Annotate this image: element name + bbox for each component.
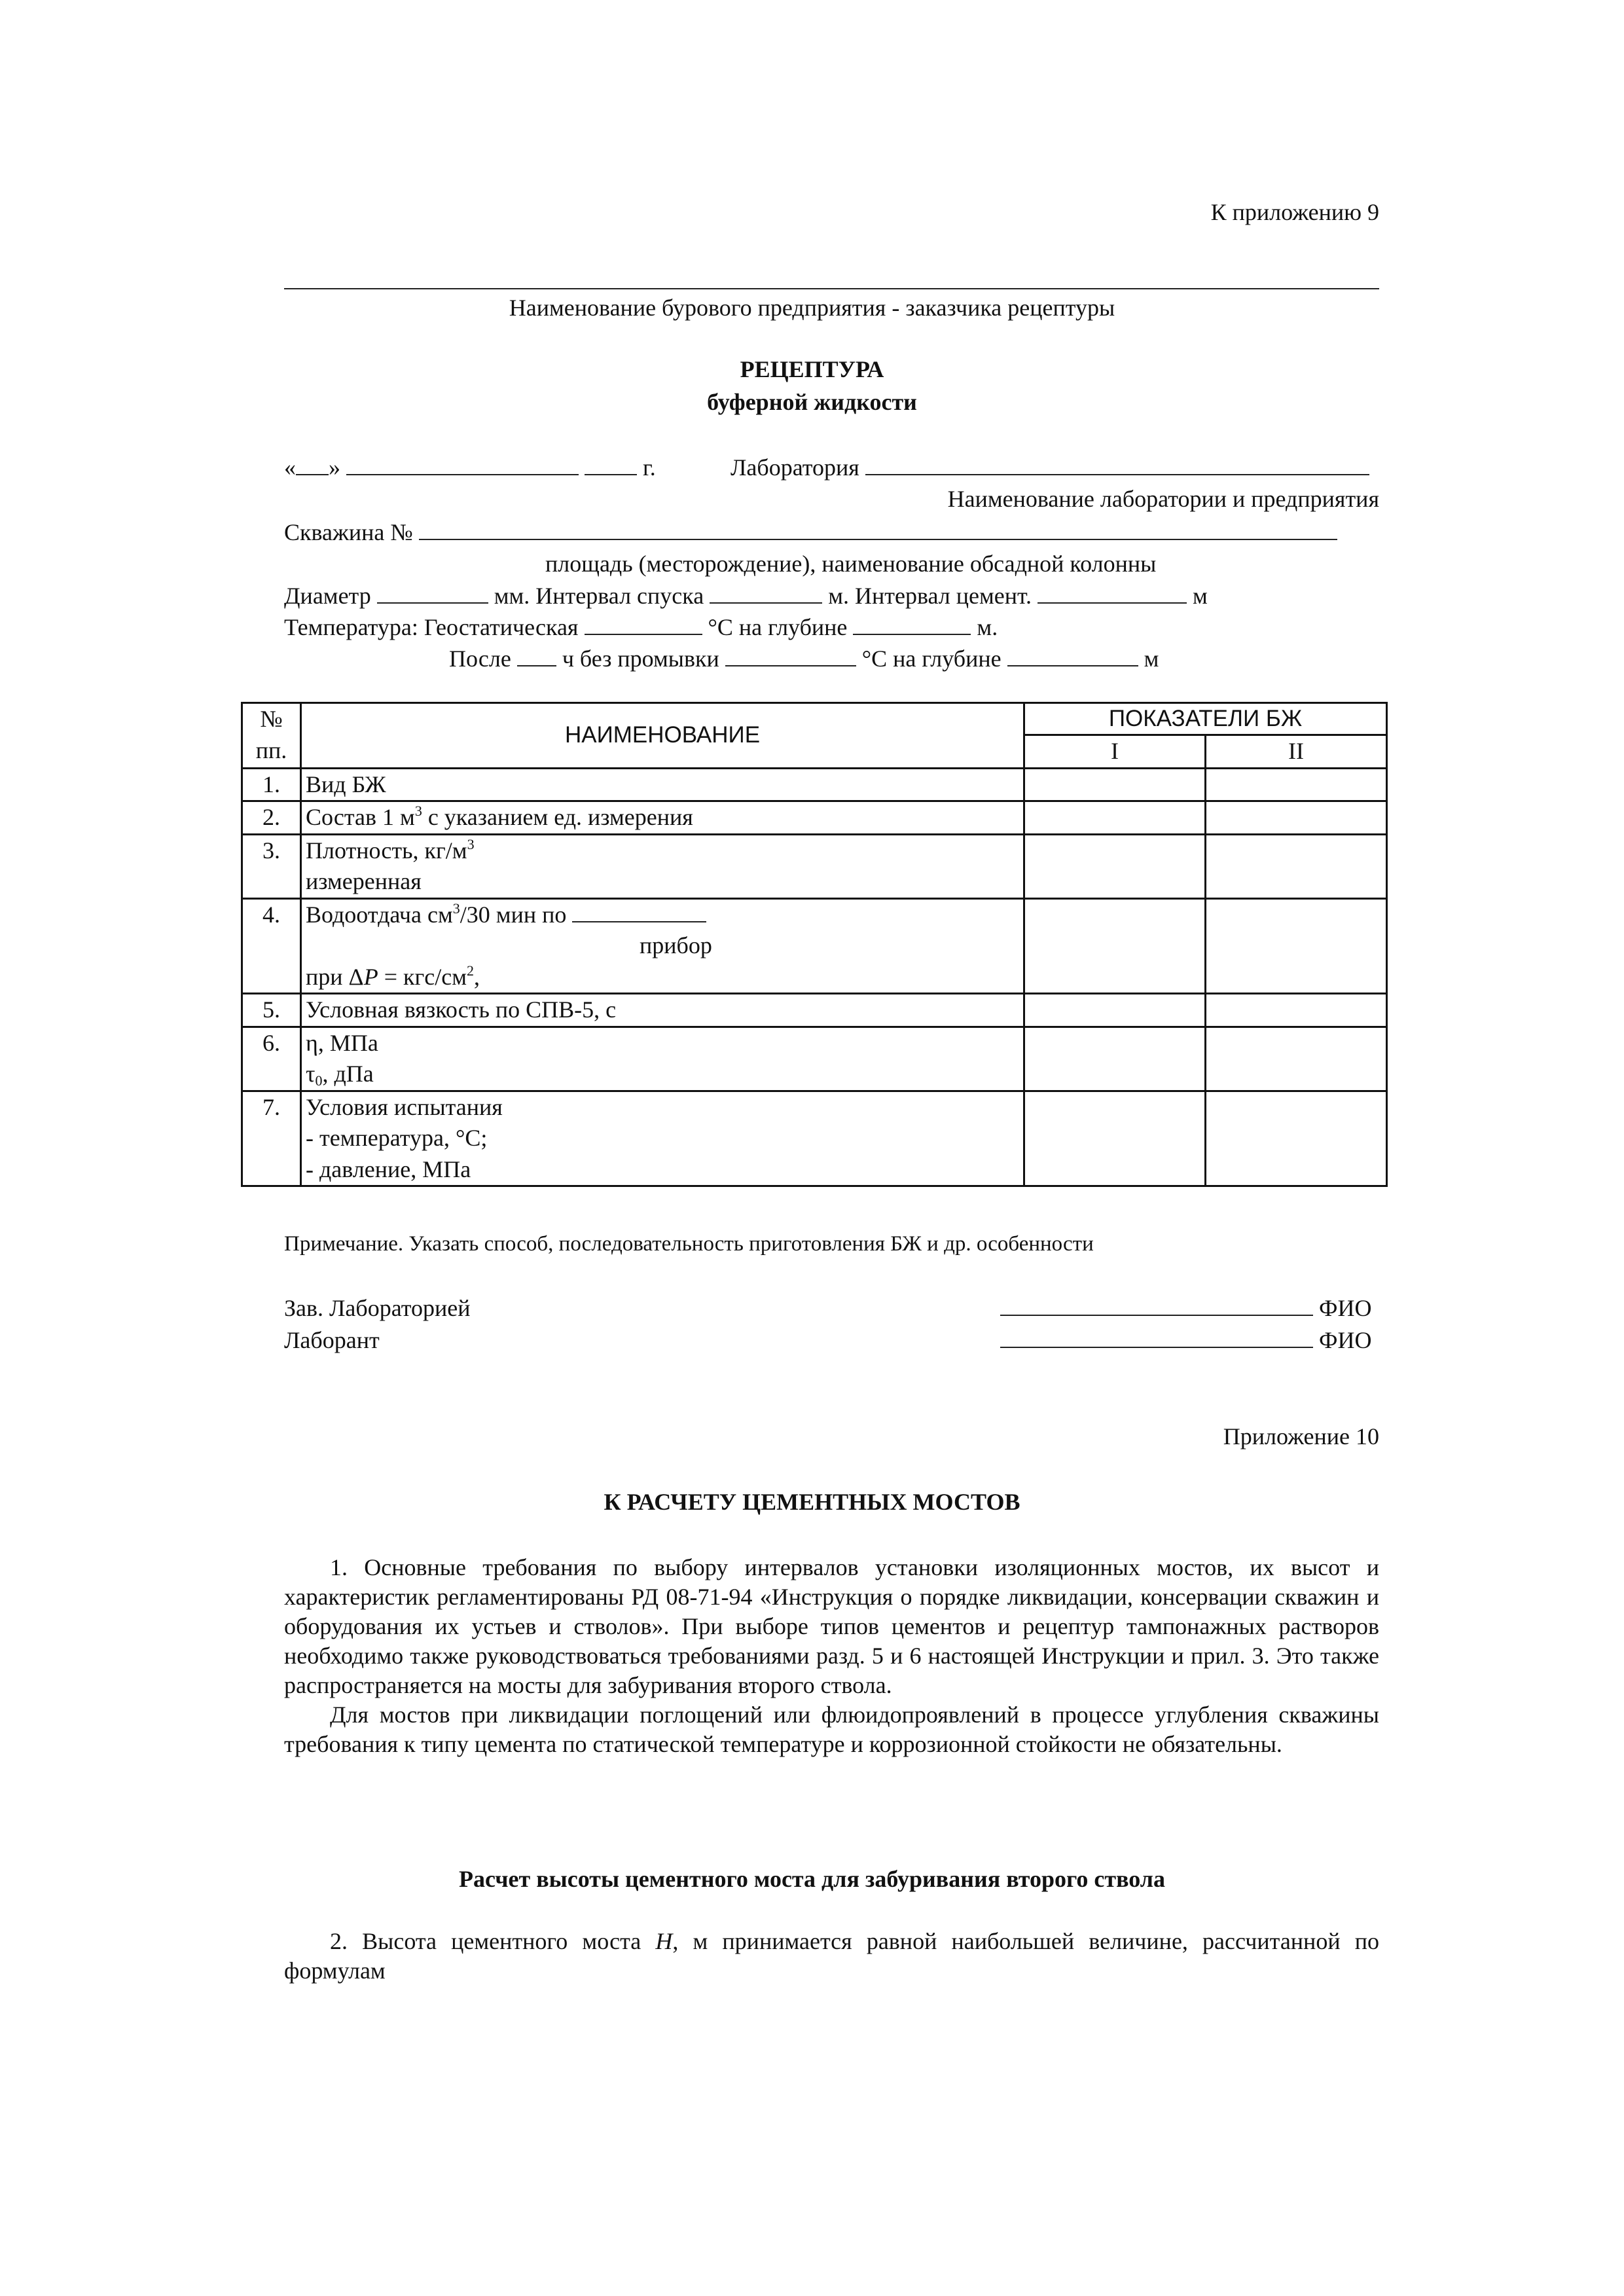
well-label: Скважина № xyxy=(284,519,413,545)
temperature-line xyxy=(284,615,998,639)
table-note: Примечание. Указать способ, последовательность приготовления БЖ и др. особенности xyxy=(284,1232,1094,1256)
lab-assistant-signature xyxy=(1000,1328,1371,1352)
enterprise-caption: Наименование бурового предприятия - заказчика рецептуры xyxy=(509,295,1115,321)
lab-assistant-label: Лаборант xyxy=(284,1327,380,1353)
well-caption: площадь (месторождение), наименование обсадной колонны xyxy=(545,551,1157,577)
year-field[interactable] xyxy=(585,456,637,475)
head-of-lab-label: Зав. Лабораторией xyxy=(284,1295,471,1321)
value-cell-i[interactable] xyxy=(1024,1027,1206,1091)
table-row xyxy=(242,994,1387,1027)
table-row xyxy=(242,1091,1387,1186)
diameter-field[interactable] xyxy=(377,584,488,604)
table-row xyxy=(242,898,1387,994)
row-name: η, МПа $\tau_0$, дПа xyxy=(301,1027,1024,1091)
row-number: 2. xyxy=(242,801,301,835)
row-name: Вид БЖ xyxy=(301,768,1024,801)
value-cell-ii[interactable] xyxy=(1206,1027,1387,1091)
appendix-reference: К приложению 9 xyxy=(1210,199,1379,225)
date-close-quote: » xyxy=(329,454,340,481)
paragraph-3-block xyxy=(284,1927,1379,1986)
col-ii-header: II xyxy=(1206,735,1387,769)
recipe-table xyxy=(241,702,1388,1187)
after-temp-field[interactable] xyxy=(725,647,856,666)
month-field[interactable] xyxy=(346,456,579,475)
document-title: РЕЦЕПТУРА xyxy=(740,356,884,382)
row-number: 5. xyxy=(242,994,301,1027)
table-row xyxy=(242,1027,1387,1091)
device-field[interactable] xyxy=(572,903,706,922)
interval-cement-label: м. Интервал цемент. xyxy=(828,583,1032,609)
head-signature-field[interactable] xyxy=(1000,1296,1313,1316)
assistant-fio-label: ФИО xyxy=(1319,1327,1372,1353)
lab-line xyxy=(731,456,1369,479)
lab-caption: Наименование лаборатории и предприятия xyxy=(947,486,1379,512)
after-hours-label: ч без промывки xyxy=(562,646,719,672)
after-depth-label: °С на глубине xyxy=(861,646,1001,672)
appendix-10-body xyxy=(284,1553,1379,1759)
col-indicators-header: ПОКАЗАТЕЛИ БЖ xyxy=(1024,703,1387,735)
head-of-lab-signature xyxy=(1000,1296,1371,1320)
date-open-quote: « xyxy=(284,454,296,481)
geostatic-temp-field[interactable] xyxy=(585,615,702,635)
cement-interval-field[interactable] xyxy=(1038,584,1187,604)
value-cell-ii[interactable] xyxy=(1206,994,1387,1027)
col-name-header: НАИМЕНОВАНИЕ xyxy=(301,703,1024,769)
row-number: 7. xyxy=(242,1091,301,1186)
document-subtitle: буферной жидкости xyxy=(707,389,917,415)
hours-field[interactable] xyxy=(517,647,556,666)
row-name: Условия испытания - температура, °С; - давление, МПа xyxy=(301,1091,1024,1186)
enterprise-name-line xyxy=(284,288,1379,289)
row-name: Состав 1 $м^3$ с указанием ед. измерения xyxy=(301,801,1024,835)
row-name: Плотность, $кг/м^3$ измеренная xyxy=(301,834,1024,898)
table-row xyxy=(242,834,1387,898)
value-cell-ii[interactable] xyxy=(1206,801,1387,835)
after-depth-field[interactable] xyxy=(1007,647,1138,666)
date-line xyxy=(284,456,656,479)
meter-unit: м xyxy=(1193,583,1208,609)
year-suffix: г. xyxy=(643,454,656,481)
paragraph-2: Для мостов при ликвидации поглощений или флюидопроявлений в процессе углубления скважины требования к типу цемента по статической температуре и коррозионной стойкости не обязательны. xyxy=(284,1702,1379,1757)
value-cell-ii[interactable] xyxy=(1206,1091,1387,1186)
geostatic-depth-field[interactable] xyxy=(853,615,971,635)
head-fio-label: ФИО xyxy=(1319,1295,1372,1321)
lab-label: Лаборатория xyxy=(731,454,859,481)
value-cell-i[interactable] xyxy=(1024,994,1206,1027)
row-number: 6. xyxy=(242,1027,301,1091)
row-name: Водоотдача $см^3/30$ мин по прибор при ΔP = кгс/$см^2$, xyxy=(301,898,1024,994)
day-field[interactable] xyxy=(296,456,329,475)
well-field[interactable] xyxy=(419,520,1337,540)
temperature-label: Температура: Геостатическая xyxy=(284,614,579,640)
temperature-depth-label: °С на глубине xyxy=(708,614,848,640)
casing-interval-field[interactable] xyxy=(710,584,822,604)
temperature-meter-unit: м. xyxy=(977,614,998,640)
after-line xyxy=(449,647,1159,670)
value-cell-i[interactable] xyxy=(1024,801,1206,835)
lab-field[interactable] xyxy=(865,456,1369,475)
well-line xyxy=(284,520,1337,544)
col-i-header: I xyxy=(1024,735,1206,769)
paragraph-1: 1. Основные требования по выбору интервалов установки изоляционных мостов, их высот и характеристик регламентированы РД 08-71-94 «Инструкция о порядке ликвидации, консервации скважин и оборудования их устьев и стволов». При выборе типов цементов и рецептур тампонажных растворов необходимо также руководствоваться требованиями разд. 5 и 6 настоящей Инструкции и прил. 3. Это также распространяется на мосты для забуривания второго ствола. xyxy=(284,1554,1379,1698)
diameter-line xyxy=(284,584,1208,608)
assistant-signature-field[interactable] xyxy=(1000,1328,1313,1348)
paragraph-3: 2. Высота цементного моста H, м принимается равной наибольшей величине, рассчитанной по формулам xyxy=(284,1928,1379,1984)
appendix-10-title: К РАСЧЕТУ ЦЕМЕНТНЫХ МОСТОВ xyxy=(604,1489,1020,1515)
value-cell-ii[interactable] xyxy=(1206,834,1387,898)
value-cell-i[interactable] xyxy=(1024,768,1206,801)
value-cell-ii[interactable] xyxy=(1206,898,1387,994)
section-title: Расчет высоты цементного моста для забуривания второго ствола xyxy=(459,1866,1165,1892)
row-number: 3. xyxy=(242,834,301,898)
row-number: 4. xyxy=(242,898,301,994)
row-name: Условная вязкость по СПВ-5, с xyxy=(301,994,1024,1027)
table-row xyxy=(242,768,1387,801)
row-number: 1. xyxy=(242,768,301,801)
after-label: После xyxy=(449,646,511,672)
diameter-label: Диаметр xyxy=(284,583,371,609)
value-cell-i[interactable] xyxy=(1024,834,1206,898)
col-number-header: № пп. xyxy=(242,703,301,769)
diameter-unit-interval: мм. Интервал спуска xyxy=(494,583,704,609)
value-cell-i[interactable] xyxy=(1024,1091,1206,1186)
after-meter-unit: м xyxy=(1144,646,1159,672)
value-cell-ii[interactable] xyxy=(1206,768,1387,801)
value-cell-i[interactable] xyxy=(1024,898,1206,994)
appendix-10-reference: Приложение 10 xyxy=(1223,1423,1379,1449)
table-row xyxy=(242,801,1387,835)
